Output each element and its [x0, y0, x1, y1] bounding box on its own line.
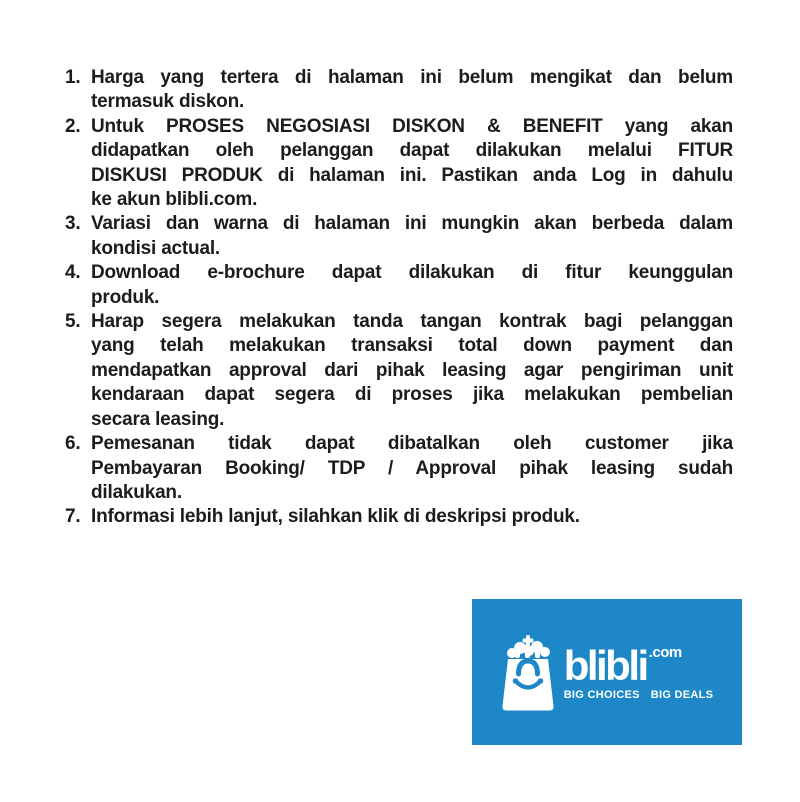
- item-text: [91, 261, 733, 310]
- item-text: [91, 505, 733, 529]
- blibli-logo: [501, 635, 714, 713]
- tagline-left: BIG CHOICES: [563, 688, 640, 701]
- item-number: 4.: [65, 262, 81, 284]
- list-item: [65, 432, 733, 505]
- item-text-line: Variasi dan warna di halaman ini mungkin akan berbeda dalam: [91, 213, 733, 235]
- item-text-line: Harap segera melakukan tanda tangan kontrak bagi pelanggan: [91, 311, 733, 333]
- item-text: [91, 115, 733, 213]
- item-number: 5.: [65, 311, 81, 333]
- item-number: 1.: [65, 67, 81, 88]
- item-number: 7.: [65, 506, 81, 528]
- item-text-line: Pemesanan tidak dapat dibatalkan oleh customer jika: [91, 433, 733, 455]
- notes-list: [65, 66, 733, 530]
- item-number: 2.: [65, 115, 81, 137]
- item-text-line: DISKUSI PRODUK di halaman ini. Pastikan anda Log in dahulu: [91, 164, 733, 186]
- list-item: [65, 212, 733, 261]
- item-text: [91, 432, 733, 505]
- item-text: [91, 310, 733, 432]
- shopping-bag-smiley-icon: [501, 635, 555, 713]
- tagline-right: BIG DEALS: [650, 688, 714, 701]
- list-item: [65, 310, 733, 432]
- item-number: 3.: [65, 213, 81, 235]
- item-text-line: Harga yang tertera di halaman ini belum mengikat dan belum: [91, 67, 733, 88]
- list-item: [65, 115, 733, 213]
- item-text: [91, 66, 733, 115]
- item-text-line: kendaraan dapat segera di proses jika melakukan pembelian: [91, 384, 733, 406]
- item-text-line: Untuk PROSES NEGOSIASI DISKON & BENEFIT yang akan: [91, 115, 733, 137]
- list-item: [65, 66, 733, 115]
- brand-name: blibli: [563, 642, 647, 690]
- item-text-line: produk.: [91, 286, 160, 308]
- item-text-line: termasuk diskon.: [91, 91, 245, 113]
- item-text-line: secara leasing.: [91, 408, 225, 430]
- item-text-line: dilakukan.: [91, 481, 182, 503]
- item-text-line: yang telah melakukan transaksi total down payment dan: [91, 335, 733, 357]
- item-text-line: Download e-brochure dapat dilakukan di fitur keunggulan: [91, 262, 733, 284]
- blibli-wordmark: [563, 642, 714, 701]
- item-text-line: Informasi lebih lanjut, silahkan klik di deskripsi produk.: [91, 506, 580, 528]
- item-text-line: ke akun blibli.com.: [91, 189, 258, 211]
- list-item: [65, 261, 733, 310]
- list-item: [65, 505, 733, 529]
- item-number: 6.: [65, 433, 81, 455]
- item-text-line: kondisi actual.: [91, 237, 220, 259]
- item-text-line: mendapatkan approval dari pihak leasing agar pengiriman unit: [91, 359, 733, 381]
- item-text: [91, 212, 733, 261]
- brand-tagline: [564, 689, 714, 701]
- item-text-line: Pembayaran Booking/ TDP / Approval pihak leasing sudah: [91, 457, 733, 479]
- item-text-line: didapatkan oleh pelanggan dapat dilakukan melalui FITUR: [91, 140, 733, 162]
- blibli-logo-banner: [472, 599, 742, 745]
- brand-tld: .com: [648, 644, 682, 662]
